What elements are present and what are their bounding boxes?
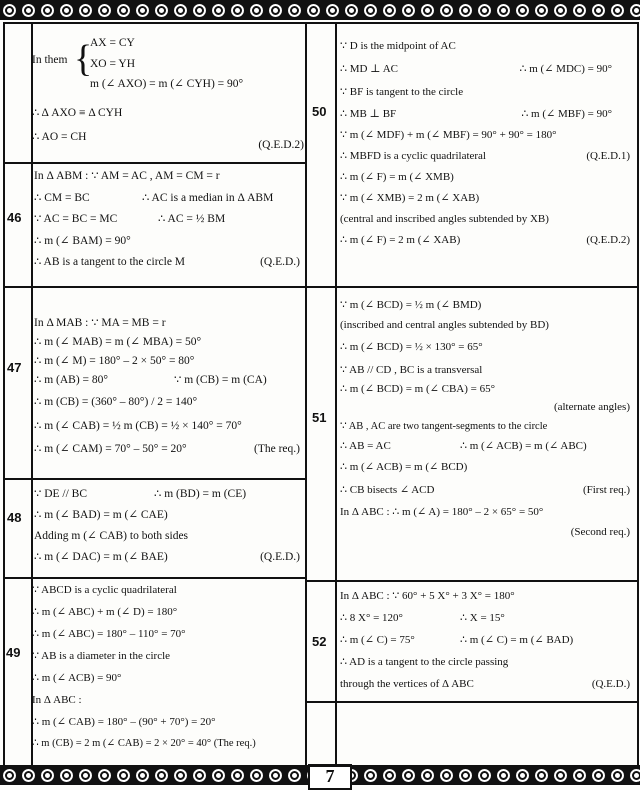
proof-line: ∴ m (∠ M) = 180° – 2 × 50° = 80°	[34, 355, 195, 367]
proof-line: ∵ m (CB) = m (CA)	[174, 374, 267, 386]
proof-line: ∵ D is the midpoint of AC	[340, 40, 456, 52]
rosette-ornament	[362, 767, 379, 784]
q48-solution	[34, 484, 304, 568]
qed-label: (Q.E.D.2)	[586, 234, 630, 246]
rosette-ornament	[115, 767, 132, 784]
rosette-ornament	[362, 2, 379, 19]
rosette-ornament	[419, 2, 436, 19]
rosette-ornament	[1, 767, 18, 784]
q52-solution	[340, 585, 634, 695]
rosette-ornament	[343, 2, 360, 19]
rosette-ornament	[96, 767, 113, 784]
proof-line: ∴ AO = CH	[32, 130, 87, 143]
rosette-ornament	[191, 2, 208, 19]
question-number: 50	[312, 104, 327, 119]
rosette-ornament	[514, 767, 531, 784]
rosette-ornament	[286, 2, 303, 19]
brace-glyph: {	[74, 38, 93, 80]
q51-solution	[340, 296, 634, 538]
rosette-ornament	[39, 2, 56, 19]
proof-line: ∵ m (∠ BCD) = ½ m (∠ BMD)	[340, 299, 482, 311]
rosette-ornament	[533, 2, 550, 19]
page-number: 7	[308, 764, 352, 790]
proof-line: ∴ MBFD is a cyclic quadrilateral	[340, 150, 486, 162]
proof-line: ∴ m (∠ MDC) = 90°	[519, 63, 612, 75]
rosette-ornament	[267, 2, 284, 19]
proof-line: ∴ m (∠ ACB) = m (∠ BCD)	[340, 461, 468, 473]
rosette-ornament	[609, 767, 626, 784]
proof-line: ∴ m (∠ CAB) = 180° – (90° + 70°) = 20°	[32, 716, 216, 728]
separator	[306, 580, 637, 582]
proof-line: ∴ m (AB) = 80°	[34, 374, 108, 386]
proof-line: ∵ BF is tangent to the circle	[340, 86, 464, 98]
proof-line: ∴ AC = ½ BM	[158, 213, 226, 225]
proof-line: XO = YH	[90, 57, 136, 70]
proof-line: ∵ ABCD is a cyclic quadrilateral	[32, 584, 177, 596]
rosette-ornament	[20, 767, 37, 784]
proof-line: ∴ m (∠ CAB) = ½ m (CB) = ½ × 140° = 70°	[34, 420, 242, 432]
rosette-ornament	[533, 767, 550, 784]
rosette-ornament	[476, 2, 493, 19]
req-label: (Second req.)	[570, 525, 630, 538]
rosette-ornament	[286, 767, 303, 784]
proof-line: ∴ m (∠ C) = m (∠ BAD)	[460, 634, 574, 646]
proof-line: In Δ MAB : ∵ MA = MB = r	[34, 317, 166, 329]
proof-line: ∴ m (∠ MBF) = 90°	[521, 108, 612, 120]
proof-line: ∴ m (∠ DAC) = m (∠ BAE)	[34, 551, 168, 563]
proof-line: ∴ m (BD) = m (CE)	[154, 488, 247, 500]
proof-line: In them	[32, 54, 68, 66]
proof-line: ∴ Δ AXO ≡ Δ CYH	[32, 107, 123, 119]
rosette-ornament	[77, 767, 94, 784]
proof-line: ∴ 8 X° = 120°	[340, 612, 403, 624]
proof-line: (inscribed and central angles subtended by BD)	[340, 318, 549, 331]
proof-line: In Δ ABM : ∵ AM = AC , AM = CM = r	[34, 170, 220, 182]
rosette-ornament	[96, 2, 113, 19]
proof-line: ∴ m (∠ ABC) + m (∠ D) = 180°	[32, 606, 178, 618]
rosette-ornament	[58, 2, 75, 19]
proof-line: ∵ AB // CD , BC is a transversal	[340, 363, 483, 376]
proof-line: m (∠ AXO) = m (∠ CYH) = 90°	[90, 77, 244, 90]
rosette-ornament	[571, 767, 588, 784]
rosette-ornament	[571, 2, 588, 19]
proof-line: ∴ m (∠ BAD) = m (∠ CAE)	[34, 509, 168, 521]
proof-line: ∵ m (∠ XMB) = 2 m (∠ XAB)	[340, 192, 480, 204]
proof-line: ∴ AC is a median in Δ ABM	[142, 191, 274, 204]
top-decorative-border	[0, 0, 640, 20]
separator	[3, 478, 306, 480]
proof-line: ∴ m (∠ ACB) = m (∠ ABC)	[460, 439, 587, 452]
proof-line: ∴ m (∠ ACB) = 90°	[32, 672, 122, 684]
proof-line: ∴ X = 15°	[460, 612, 505, 624]
q50-solution	[340, 37, 634, 246]
proof-line: ∴ CM = BC	[34, 191, 90, 204]
req-label: (The req.)	[254, 443, 300, 455]
proof-line: AX = CY	[90, 37, 135, 49]
proof-line: ∵ AB , AC are two tangent-segments to the circle	[340, 421, 548, 432]
rosette-ornament	[495, 2, 512, 19]
rosette-ornament	[77, 2, 94, 19]
rosette-ornament	[457, 767, 474, 784]
question-number: 48	[7, 510, 22, 525]
rosette-ornament	[438, 767, 455, 784]
rosette-ornament	[20, 2, 37, 19]
rosette-ornament	[248, 767, 265, 784]
rosette-ornament	[324, 2, 341, 19]
proof-line: ∵ AB is a diameter in the circle	[32, 650, 171, 662]
proof-line: ∴ m (∠ CAM) = 70° – 50° = 20°	[34, 443, 187, 455]
rosette-ornament	[115, 2, 132, 19]
rosette-ornament	[134, 767, 151, 784]
rosette-ornament	[153, 2, 170, 19]
rosette-ornament	[229, 2, 246, 19]
rosette-ornament	[229, 767, 246, 784]
question-number: 46	[7, 210, 22, 225]
proof-line: ∴ m (∠ BAM) = 90°	[34, 234, 131, 247]
proof-line: In Δ ABC : ∴ m (∠ A) = 180° – 2 × 65° = 50°	[340, 506, 544, 518]
proof-line: (central and inscribed angles subtended by XB)	[340, 213, 549, 225]
rosette-ornament	[400, 767, 417, 784]
rosette-ornament	[419, 767, 436, 784]
proof-line: ∴ CB bisects ∠ ACD	[340, 483, 435, 496]
rosette-ornament	[172, 2, 189, 19]
rosette-ornament	[58, 767, 75, 784]
rosette-ornament	[210, 767, 227, 784]
proof-line: Adding m (∠ CAB) to both sides	[34, 530, 189, 542]
separator	[306, 286, 637, 288]
qed-label: (Q.E.D.)	[591, 678, 630, 690]
q46-solution	[34, 168, 304, 268]
rosette-ornament	[590, 767, 607, 784]
proof-line: In Δ ABC :	[32, 694, 82, 706]
rosette-ornament	[134, 2, 151, 19]
proof-line: ∴ m (∠ BCD) = m (∠ CBA) = 65°	[340, 383, 495, 395]
proof-line: ∴ m (∠ F) = m (∠ XMB)	[340, 171, 454, 183]
q45-tail	[32, 35, 304, 151]
proof-line: (alternate angles)	[553, 400, 630, 413]
rosette-ornament	[381, 767, 398, 784]
proof-line: ∴ m (∠ C) = 75°	[340, 634, 415, 646]
rosette-ornament	[305, 2, 322, 19]
qed-label: (Q.E.D.2)	[258, 139, 304, 151]
req-label: (First req.)	[582, 483, 630, 496]
rosette-ornament	[267, 767, 284, 784]
rosette-ornament	[39, 767, 56, 784]
rosette-ornament	[552, 767, 569, 784]
separator	[306, 701, 637, 703]
rosette-ornament	[457, 2, 474, 19]
qed-label: (Q.E.D.)	[260, 551, 300, 563]
proof-line: ∴ m (CB) = (360° – 80°) / 2 = 140°	[34, 396, 198, 408]
question-number: 51	[312, 410, 327, 425]
rosette-ornament	[381, 2, 398, 19]
proof-line: ∴ AB = AC	[340, 439, 391, 452]
proof-line: ∴ MD ⊥ AC	[340, 63, 398, 75]
proof-line: ∴ m (∠ ABC) = 180° – 110° = 70°	[32, 628, 186, 640]
rosette-ornament	[628, 767, 640, 784]
proof-line: ∵ DE // BC	[34, 488, 88, 500]
rosette-ornament	[609, 2, 626, 19]
rosette-ornament	[514, 2, 531, 19]
rosette-ornament	[191, 767, 208, 784]
rosette-ornament	[172, 767, 189, 784]
question-number: 47	[7, 360, 22, 375]
q47-solution	[34, 314, 304, 455]
separator	[3, 162, 306, 164]
proof-line: ∵ m (∠ MDF) + m (∠ MBF) = 90° + 90° = 180°	[340, 129, 557, 141]
rosette-ornament	[552, 2, 569, 19]
proof-line: In Δ ABC : ∵ 60° + 5 X° + 3 X° = 180°	[340, 590, 515, 602]
proof-line: ∴ m (CB) = 2 m (∠ CAB) = 2 × 20° = 40° (The req.)	[32, 738, 256, 749]
question-number: 49	[6, 645, 21, 660]
qed-label: (Q.E.D.)	[260, 256, 300, 268]
rosette-ornament	[153, 767, 170, 784]
rosette-ornament	[400, 2, 417, 19]
separator	[3, 286, 306, 288]
proof-line: ∴ MB ⊥ BF	[340, 108, 397, 120]
question-number: 52	[312, 634, 327, 649]
rosette-ornament	[628, 2, 640, 19]
qed-label: (Q.E.D.1)	[586, 150, 630, 162]
proof-line: through the vertices of Δ ABC	[340, 678, 474, 690]
rosette-ornament	[248, 2, 265, 19]
proof-line: ∴ m (∠ BCD) = ½ × 130° = 65°	[340, 341, 483, 353]
proof-line: ∴ AD is a tangent to the circle passing	[340, 656, 509, 668]
rosette-ornament	[476, 767, 493, 784]
proof-line: ∴ m (∠ MAB) = m (∠ MBA) = 50°	[34, 336, 202, 348]
proof-line: ∴ AB is a tangent to the circle M	[34, 256, 186, 268]
rosette-ornament	[590, 2, 607, 19]
rosette-ornament	[210, 2, 227, 19]
rosette-ornament	[495, 767, 512, 784]
rosette-ornament	[438, 2, 455, 19]
q49-solution	[32, 579, 304, 755]
right-number-column	[307, 22, 337, 765]
proof-line: ∴ m (∠ F) = 2 m (∠ XAB)	[340, 234, 461, 246]
proof-line: ∵ AC = BC = MC	[34, 213, 118, 225]
rosette-ornament	[1, 2, 18, 19]
